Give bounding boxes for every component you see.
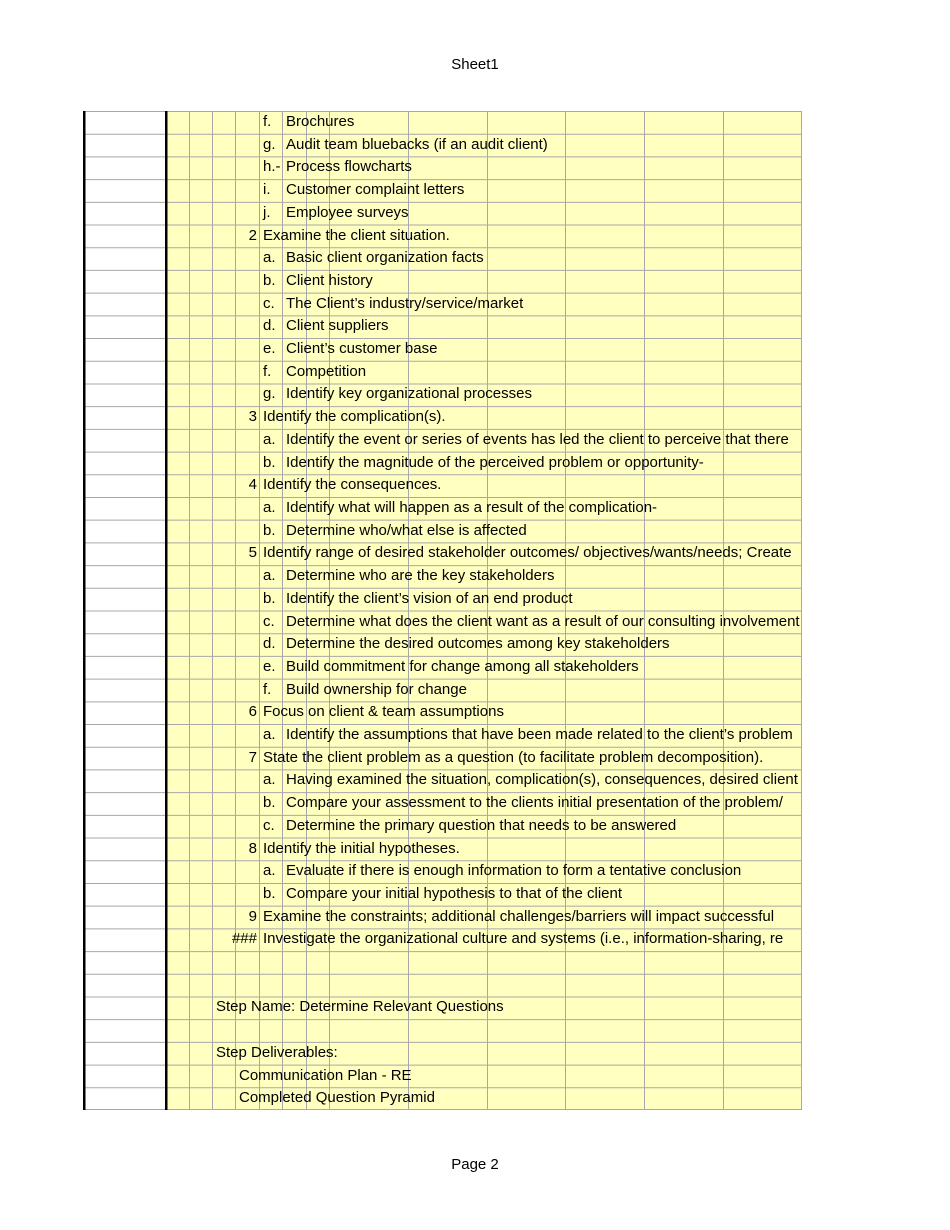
item-text: Determine the primary question that needs to be answered xyxy=(286,816,677,834)
item-letter: b. xyxy=(263,589,276,607)
item-text: Compare your initial hypothesis to that of the client xyxy=(286,884,623,902)
step-name: Step Name: Determine Relevant Questions xyxy=(216,998,504,1016)
item-letter: d. xyxy=(263,317,276,335)
item-text: Identify what will happen as a result of the complication- xyxy=(286,498,658,516)
step-number: ### xyxy=(231,930,257,948)
item-text: Determine who/what else is affected xyxy=(286,521,527,539)
item-letter: i. xyxy=(263,181,271,199)
item-text: Identify the assumptions that have been made related to the client’s problem xyxy=(286,726,793,744)
step-number: 9 xyxy=(248,907,257,925)
item-letter: a. xyxy=(263,862,276,880)
item-letter: a. xyxy=(263,430,276,448)
step-deliverables-label: Step Deliverables: xyxy=(216,1043,338,1061)
step-number: 3 xyxy=(248,408,257,426)
item-text: Identify the event or series of events has led the client to perceive that there xyxy=(286,430,789,448)
item-text: Build commitment for change among all stakeholders xyxy=(286,657,639,675)
item-letter: a. xyxy=(263,726,276,744)
item-text: Identify the magnitude of the perceived problem or opportunity- xyxy=(286,453,704,471)
item-text: Determine the desired outcomes among key stakeholders xyxy=(286,635,670,653)
item-letter: b. xyxy=(263,521,276,539)
item-letter: a. xyxy=(263,567,276,585)
step-number: 2 xyxy=(248,226,257,244)
sheet-title: Sheet1 xyxy=(451,56,499,73)
step-text: Identify the complication(s). xyxy=(263,408,446,426)
item-text: Determine who are the key stakeholders xyxy=(286,567,555,585)
item-letter: g. xyxy=(263,135,276,153)
item-text: Build ownership for change xyxy=(286,680,467,698)
item-letter: d. xyxy=(263,635,276,653)
item-letter: a. xyxy=(263,771,276,789)
column-divider-line xyxy=(165,111,168,1110)
item-letter: c. xyxy=(263,294,275,312)
step-number: 4 xyxy=(248,476,257,494)
item-letter: b. xyxy=(263,794,276,812)
item-letter: c. xyxy=(263,816,275,834)
item-letter: b. xyxy=(263,271,276,289)
item-letter: h.- xyxy=(263,158,281,176)
step-number: 7 xyxy=(248,748,257,766)
step-text: Examine the constraints; additional challenges/barriers will impact successful xyxy=(263,907,775,925)
item-text: Determine what does the client want as a result of our consulting involvement xyxy=(286,612,800,630)
item-text: Customer complaint letters xyxy=(286,181,465,199)
item-text: Client suppliers xyxy=(286,317,389,335)
item-letter: b. xyxy=(263,453,276,471)
item-letter: a. xyxy=(263,249,276,267)
item-text: Employee surveys xyxy=(286,203,409,221)
item-text: Identify key organizational processes xyxy=(286,385,532,403)
step-number: 6 xyxy=(248,703,257,721)
item-letter: a. xyxy=(263,498,276,516)
step-number: 5 xyxy=(248,544,257,562)
step-text: Investigate the organizational culture and systems (i.e., information-sharing, re xyxy=(263,930,784,948)
item-letter: b. xyxy=(263,884,276,902)
item-text: Identify the client’s vision of an end product xyxy=(286,589,573,607)
item-text: Basic client organization facts xyxy=(286,249,484,267)
step-number: 8 xyxy=(248,839,257,857)
item-letter: f. xyxy=(263,680,272,698)
item-text: Compare your assessment to the clients initial presentation of the problem/ xyxy=(286,794,783,812)
spreadsheet-grid xyxy=(83,111,802,1110)
item-text: Audit team bluebacks (if an audit client) xyxy=(286,135,548,153)
item-text: Brochures xyxy=(286,113,355,130)
step-text: Identify range of desired stakeholder outcomes/ objectives/wants/needs; Create xyxy=(263,544,792,562)
item-letter: e. xyxy=(263,657,276,675)
item-text: Client’s customer base xyxy=(286,340,438,358)
item-text: Evaluate if there is enough information to form a tentative conclusion xyxy=(286,862,742,880)
step-text: State the client problem as a question (to facilitate problem decomposition). xyxy=(263,748,764,766)
item-letter: c. xyxy=(263,612,275,630)
page-number: Page 2 xyxy=(451,1156,499,1173)
item-text: Client history xyxy=(286,271,373,289)
deliverable-item: Communication Plan - RE xyxy=(239,1066,412,1084)
step-text: Identify the consequences. xyxy=(263,476,442,494)
step-text: Focus on client & team assumptions xyxy=(263,703,504,721)
deliverable-item: Completed Question Pyramid xyxy=(239,1089,435,1107)
left-frame-line xyxy=(83,111,86,1110)
item-letter: g. xyxy=(263,385,276,403)
item-letter: f. xyxy=(263,362,272,380)
item-letter: f. xyxy=(263,113,272,130)
step-text: Examine the client situation. xyxy=(263,226,450,244)
item-letter: e. xyxy=(263,340,276,358)
item-text: The Client’s industry/service/market xyxy=(286,294,524,312)
item-text: Having examined the situation, complication(s), consequences, desired client xyxy=(286,771,798,789)
item-text: Competition xyxy=(286,362,367,380)
item-text: Process flowcharts xyxy=(286,158,412,176)
item-letter: j. xyxy=(263,203,271,221)
step-text: Identify the initial hypotheses. xyxy=(263,839,460,857)
